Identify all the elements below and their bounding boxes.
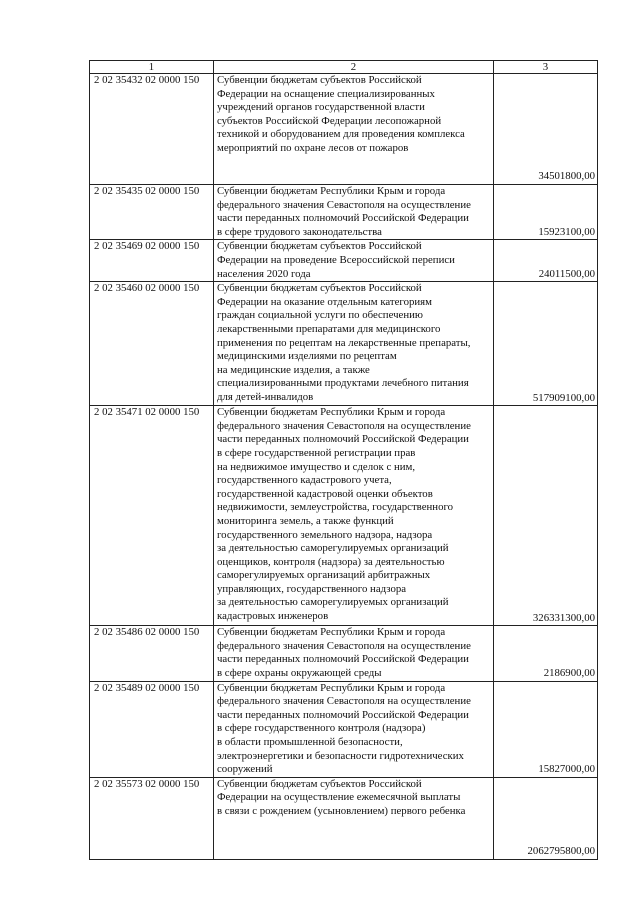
table-body	[90, 61, 598, 860]
description-line: саморегулируемых организаций арбитражных	[217, 569, 431, 582]
amount-cell: 15827000,00	[494, 681, 598, 777]
description-cell	[214, 681, 494, 777]
description-line: населения 2020 года	[217, 267, 311, 280]
description-line: федерального значения Севастополя на осуществление	[217, 695, 471, 708]
description-line: мероприятий по охране лесов от пожаров	[217, 141, 409, 154]
budget-code-cell: 2 02 35573 02 0000 150	[90, 777, 214, 859]
table-row	[90, 406, 598, 626]
column-number-header-row	[90, 61, 598, 74]
description-line: Федерации на проведение Всероссийской переписи	[217, 253, 455, 266]
amount-cell: 24011500,00	[494, 240, 598, 282]
table-row	[90, 626, 598, 681]
description-line: Субвенции бюджетам субъектов Российской	[217, 777, 422, 790]
description-cell	[214, 406, 494, 626]
amount-cell: 2062795800,00	[494, 777, 598, 859]
description-line: граждан социальной услуги по обеспечению	[217, 309, 423, 322]
description-line: в сфере трудового законодательства	[217, 225, 382, 238]
table-row	[90, 74, 598, 185]
description-line: Субвенции бюджетам Республики Крым и города	[217, 185, 446, 197]
description-line: государственного земельного надзора, надзора	[217, 528, 433, 541]
description-line: Федерации на осуществление ежемесячной выплаты	[217, 791, 461, 804]
description-line: государственного кадастрового учета,	[217, 474, 392, 487]
description-line: в сфере государственной регистрации прав	[217, 446, 416, 459]
description-line: Субвенции бюджетам субъектов Российской	[217, 282, 422, 295]
budget-table	[89, 60, 598, 860]
description-line: управляющих, государственного надзора	[217, 582, 407, 595]
description-line: Федерации на оснащение специализированных	[217, 87, 435, 100]
description-line: Субвенции бюджетам Республики Крым и города	[217, 406, 446, 419]
description-cell	[214, 282, 494, 406]
description-line: на недвижимое имущество и сделок с ним,	[217, 460, 416, 473]
description-line: электроэнергетики и безопасности гидротехнических	[217, 749, 464, 762]
budget-code-cell: 2 02 35432 02 0000 150	[90, 74, 214, 185]
description-line: за деятельностью саморегулируемых организаций	[217, 596, 449, 609]
description-line: части переданных полномочий Российской Федерации	[217, 212, 469, 225]
budget-code-cell: 2 02 35460 02 0000 150	[90, 282, 214, 406]
budget-code-cell: 2 02 35435 02 0000 150	[90, 185, 214, 240]
budget-code-cell: 2 02 35469 02 0000 150	[90, 240, 214, 282]
description-line: техникой и оборудованием для проведения комплекса	[217, 128, 465, 141]
description-line: сооружений	[217, 763, 273, 776]
description-line: федерального значения Севастополя на осуществление	[217, 639, 471, 652]
description-line: на медицинские изделия, а также	[217, 363, 370, 376]
table-row	[90, 185, 598, 240]
description-line: применения по рецептам на лекарственные препараты,	[217, 336, 471, 349]
table-row	[90, 681, 598, 777]
description-line: субъектов Российской Федерации лесопожарной	[217, 114, 442, 127]
description-line: мониторинга земель, а также функций	[217, 514, 394, 527]
description-line: Федерации на оказание отдельным категориям	[217, 295, 432, 308]
description-line: учреждений органов государственной власти	[217, 101, 425, 114]
description-line: части переданных полномочий Российской Федерации	[217, 433, 469, 446]
description-line: в сфере охраны окружающей среды	[217, 666, 382, 679]
description-line: недвижимости, землеустройства, государственного	[217, 501, 454, 514]
description-line: кадастровых инженеров	[217, 610, 329, 623]
description-line: в области промышленной безопасности,	[217, 735, 403, 748]
description-cell	[214, 777, 494, 859]
description-cell	[214, 74, 494, 185]
description-line: федерального значения Севастополя на осуществление	[217, 198, 471, 211]
column-3-header: 3	[494, 61, 598, 74]
column-1-header: 1	[90, 61, 214, 74]
amount-cell: 517909100,00	[494, 282, 598, 406]
budget-code-cell: 2 02 35486 02 0000 150	[90, 626, 214, 681]
description-cell	[214, 626, 494, 681]
description-line: Субвенции бюджетам субъектов Российской	[217, 74, 422, 86]
column-2-header: 2	[214, 61, 494, 74]
table-row	[90, 240, 598, 282]
amount-cell: 2186900,00	[494, 626, 598, 681]
description-line: Субвенции бюджетам Республики Крым и города	[217, 681, 446, 694]
description-line: федерального значения Севастополя на осуществление	[217, 419, 471, 432]
description-line: части переданных полномочий Российской Федерации	[217, 708, 469, 721]
description-line: оценщиков, контроля (надзора) за деятельностью	[217, 555, 445, 568]
description-line: специализированными продуктами лечебного питания	[217, 377, 469, 390]
budget-code-cell: 2 02 35489 02 0000 150	[90, 681, 214, 777]
description-line: в сфере государственного контроля (надзора)	[217, 722, 426, 735]
description-line: Субвенции бюджетам Республики Крым и города	[217, 626, 446, 639]
description-line: медицинскими изделиями по рецептам	[217, 350, 397, 363]
table-row	[90, 282, 598, 406]
description-cell	[214, 240, 494, 282]
description-line: за деятельностью саморегулируемых организаций	[217, 542, 449, 555]
amount-cell: 15923100,00	[494, 185, 598, 240]
amount-cell: 326331300,00	[494, 406, 598, 626]
description-line: Субвенции бюджетам субъектов Российской	[217, 240, 422, 253]
description-line: части переданных полномочий Российской Федерации	[217, 653, 469, 666]
budget-code-cell: 2 02 35471 02 0000 150	[90, 406, 214, 626]
description-line: государственной кадастровой оценки объектов	[217, 487, 433, 500]
table-row	[90, 777, 598, 859]
amount-cell: 34501800,00	[494, 74, 598, 185]
description-line: в связи с рождением (усыновлением) первого ребенка	[217, 804, 466, 817]
description-line: для детей-инвалидов	[217, 390, 314, 403]
description-cell	[214, 185, 494, 240]
description-line: лекарственными препаратами для медицинского	[217, 322, 441, 335]
